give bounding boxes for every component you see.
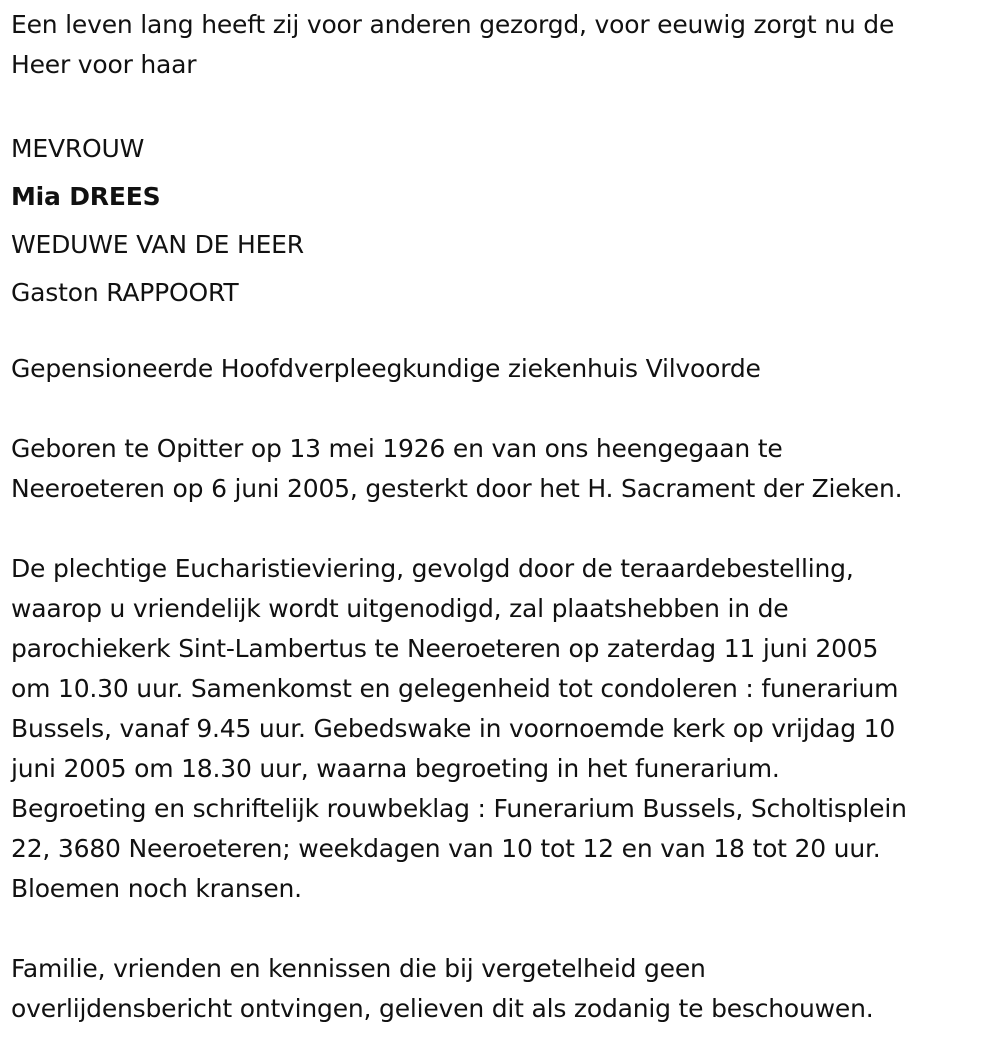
ceremony-line: De plechtige Eucharistieviering, gevolgd door de teraardebestelling, [11,554,854,583]
intro-paragraph [11,5,1000,85]
occupation-paragraph [11,349,1000,389]
honorific: MEVROUW [11,134,145,163]
ceremony-line: om 10.30 uur. Samenkomst en gelegenheid tot condoleren : funerarium [11,674,899,703]
intro-line: Een leven lang heeft zij voor anderen gezorgd, voor eeuwig zorgt nu de [11,10,895,39]
ceremony-line: Bloemen noch kransen. [11,874,302,903]
closing-line: Familie, vrienden en kennissen die bij vergetelheid geen [11,954,706,983]
ceremony-line: Bussels, vanaf 9.45 uur. Gebedswake in voornoemde kerk op vrijdag 10 [11,714,896,743]
deceased-name: Mia DREES [11,182,161,211]
spouse-name: Gaston RAPPOORT [11,278,239,307]
birth-death-line: Geboren te Opitter op 13 mei 1926 en van ons heengegaan te [11,434,783,463]
intro-line: Heer voor haar [11,50,197,79]
ceremony-line: Begroeting en schriftelijk rouwbeklag : Funerarium Bussels, Scholtisplein [11,794,907,823]
birth-death-paragraph [11,429,1000,509]
ceremony-line: juni 2005 om 18.30 uur, waarna begroeting in het funerarium. [11,754,780,783]
ceremony-paragraph [11,549,1000,909]
closing-line: overlijdensbericht ontvingen, gelieven dit als zodanig te beschouwen. [11,994,874,1023]
widow-of-label: WEDUWE VAN DE HEER [11,230,304,259]
birth-death-line: Neeroeteren op 6 juni 2005, gesterkt door het H. Sacrament der Zieken. [11,474,903,503]
deceased-name-block [11,125,1000,317]
ceremony-line: parochiekerk Sint-Lambertus te Neeroeteren op zaterdag 11 juni 2005 [11,634,879,663]
ceremony-line: waarop u vriendelijk wordt uitgenodigd, zal plaatshebben in de [11,594,789,623]
ceremony-line: 22, 3680 Neeroeteren; weekdagen van 10 tot 12 en van 18 tot 20 uur. [11,834,881,863]
occupation: Gepensioneerde Hoofdverpleegkundige ziekenhuis Vilvoorde [11,354,761,383]
closing-paragraph [11,949,1000,1029]
